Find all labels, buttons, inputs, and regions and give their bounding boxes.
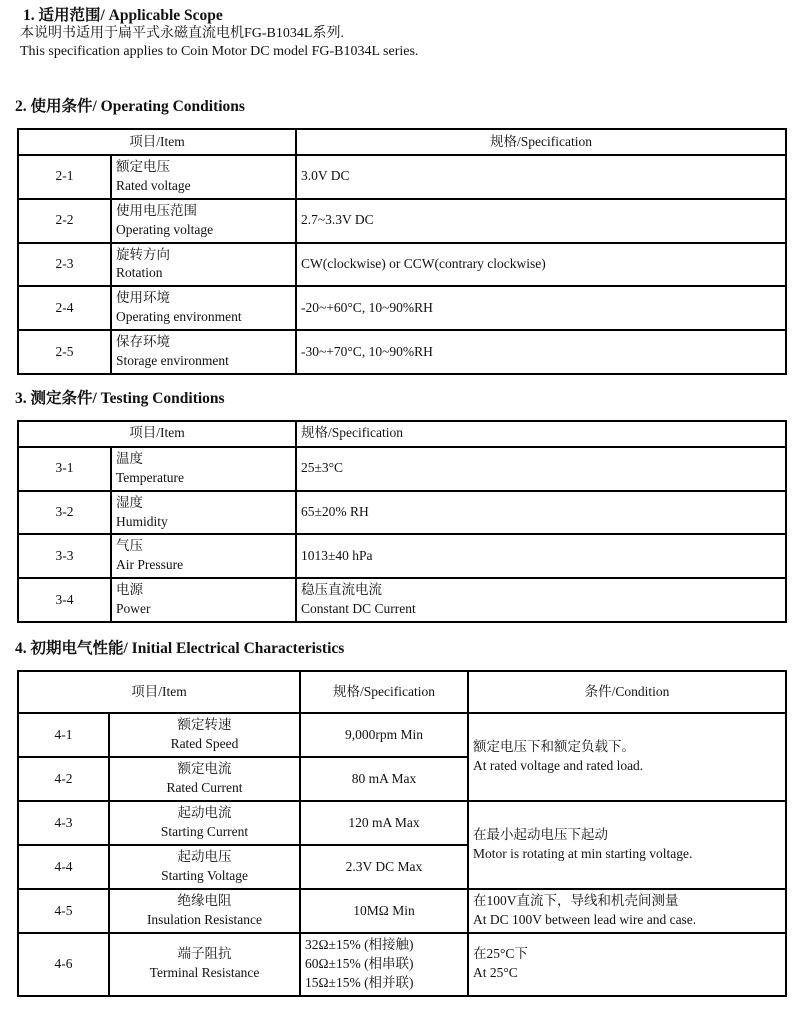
item-number: 3-1 bbox=[18, 447, 111, 491]
section1-text-cn: 本说明书适用于扁平式永磁直流电机FG-B1034L系列. bbox=[20, 26, 344, 41]
item-name-en: Terminal Resistance bbox=[149, 965, 260, 981]
item-name-en: Starting Voltage bbox=[161, 868, 248, 884]
condition-cn: 在最小起动电压下起动 bbox=[473, 827, 608, 843]
item-condition bbox=[468, 933, 786, 996]
item-spec: 10MΩ Min bbox=[300, 889, 468, 933]
item-name-en: Temperature bbox=[116, 469, 185, 485]
condition-en: At 25°C bbox=[473, 965, 518, 981]
item-name-en: Air Pressure bbox=[116, 557, 184, 573]
item-name bbox=[111, 534, 296, 578]
item-spec: -30~+70°C, 10~90%RH bbox=[296, 330, 786, 374]
item-spec: 25±3°C bbox=[296, 447, 786, 491]
table-row bbox=[18, 330, 786, 374]
table-row bbox=[18, 713, 786, 757]
item-name-cn: 起动电流 bbox=[177, 805, 232, 821]
condition-en: At DC 100V between lead wire and case. bbox=[473, 912, 697, 928]
table-row bbox=[18, 534, 786, 578]
item-name bbox=[111, 155, 296, 199]
item-name-cn: 使用电压范围 bbox=[116, 202, 197, 218]
item-name-cn: 旋转方向 bbox=[116, 246, 170, 262]
item-name bbox=[109, 889, 300, 933]
item-name bbox=[109, 713, 300, 757]
item-name-cn: 额定转速 bbox=[177, 717, 232, 733]
table-header-row bbox=[18, 129, 786, 155]
item-name bbox=[111, 286, 296, 330]
section3-heading: 3. 测定条件/ Testing Conditions bbox=[15, 389, 225, 407]
table-header-row bbox=[18, 421, 786, 447]
item-name-cn: 湿度 bbox=[116, 494, 143, 510]
item-name-en: Insulation Resistance bbox=[146, 912, 263, 928]
item-number: 2-3 bbox=[18, 243, 111, 287]
item-name-en: Storage environment bbox=[116, 353, 229, 369]
item-number: 4-3 bbox=[18, 801, 109, 845]
condition-cn: 额定电压下和额定负载下。 bbox=[473, 739, 635, 755]
item-condition bbox=[468, 889, 786, 933]
item-spec: CW(clockwise) or CCW(contrary clockwise) bbox=[296, 243, 786, 287]
condition-cn: 在100V直流下，导线和机壳间测量 bbox=[473, 893, 679, 909]
table-row bbox=[18, 801, 786, 845]
spec-line: 60Ω±15% (相串联) bbox=[305, 955, 414, 971]
table-row bbox=[18, 491, 786, 535]
item-spec: 9,000rpm Min bbox=[300, 713, 468, 757]
table-row bbox=[18, 447, 786, 491]
condition-en: At rated voltage and rated load. bbox=[473, 758, 644, 774]
item-name-en: Power bbox=[116, 601, 151, 617]
table-row bbox=[18, 933, 786, 996]
column-header-spec: 规格/Specification bbox=[296, 421, 786, 447]
column-header-spec: 规格/Specification bbox=[296, 129, 786, 155]
item-name bbox=[109, 757, 300, 801]
item-name-cn: 电源 bbox=[116, 582, 143, 598]
item-name-en: Rotation bbox=[116, 265, 163, 281]
item-name-en: Operating environment bbox=[116, 309, 242, 325]
item-number: 3-4 bbox=[18, 578, 111, 622]
item-number: 2-5 bbox=[18, 330, 111, 374]
item-name-cn: 气压 bbox=[116, 538, 143, 554]
condition-en: Motor is rotating at min starting voltage. bbox=[473, 846, 693, 862]
item-name bbox=[111, 330, 296, 374]
item-name-en: Rated Current bbox=[166, 780, 243, 796]
item-number: 2-4 bbox=[18, 286, 111, 330]
item-name-cn: 起动电压 bbox=[177, 849, 232, 865]
item-name-en: Rated voltage bbox=[116, 177, 191, 193]
item-name-cn: 保存环境 bbox=[116, 334, 170, 350]
item-name bbox=[111, 243, 296, 287]
item-name-en: Operating voltage bbox=[116, 221, 214, 237]
column-header-item: 项目/Item bbox=[18, 129, 296, 155]
spec-line: 32Ω±15% (相接触) bbox=[305, 937, 414, 953]
item-name-cn: 额定电压 bbox=[116, 159, 170, 174]
spec-line: 15Ω±15% (相并联) bbox=[305, 974, 414, 990]
item-number: 3-2 bbox=[18, 491, 111, 535]
section1-text-en: This specification applies to Coin Motor DC model FG-B1034L series. bbox=[20, 44, 419, 59]
item-spec bbox=[300, 933, 468, 996]
item-number: 4-6 bbox=[18, 933, 109, 996]
item-name-en: Rated Speed bbox=[170, 736, 239, 752]
table-row bbox=[18, 243, 786, 287]
item-name-cn: 端子阻抗 bbox=[177, 946, 232, 962]
item-spec: 3.0V DC bbox=[296, 155, 786, 199]
column-header-item: 项目/Item bbox=[18, 421, 296, 447]
item-spec-cn: 稳压直流电流 bbox=[301, 582, 382, 598]
section2-heading: 2. 使用条件/ Operating Conditions bbox=[15, 98, 245, 115]
item-spec bbox=[296, 578, 786, 622]
item-spec: 80 mA Max bbox=[300, 757, 468, 801]
item-number: 2-1 bbox=[18, 155, 111, 199]
item-condition bbox=[468, 713, 786, 801]
item-spec: 1013±40 hPa bbox=[296, 534, 786, 578]
column-header-spec: 规格/Specification bbox=[300, 671, 468, 713]
initial-electrical-characteristics-table bbox=[17, 670, 787, 997]
table-row bbox=[18, 155, 786, 199]
table-header-row bbox=[18, 671, 786, 713]
item-number: 4-5 bbox=[18, 889, 109, 933]
item-name-en: Humidity bbox=[116, 513, 168, 529]
item-condition bbox=[468, 801, 786, 889]
item-spec-en: Constant DC Current bbox=[301, 601, 416, 617]
table-row bbox=[18, 286, 786, 330]
item-spec: -20~+60°C, 10~90%RH bbox=[296, 286, 786, 330]
item-name bbox=[109, 933, 300, 996]
column-header-condition: 条件/Condition bbox=[468, 671, 786, 713]
item-number: 2-2 bbox=[18, 199, 111, 243]
item-spec: 2.7~3.3V DC bbox=[296, 199, 786, 243]
testing-conditions-table bbox=[17, 420, 787, 623]
item-name bbox=[111, 447, 296, 491]
item-name-en: Starting Current bbox=[160, 824, 249, 840]
table-row bbox=[18, 889, 786, 933]
item-name-cn: 绝缘电阻 bbox=[177, 893, 232, 909]
item-name-cn: 额定电流 bbox=[177, 761, 232, 777]
item-number: 4-2 bbox=[18, 757, 109, 801]
item-number: 4-4 bbox=[18, 845, 109, 889]
section4-heading: 4. 初期电气性能/ Initial Electrical Characteristics bbox=[15, 640, 345, 658]
operating-conditions-table bbox=[17, 128, 787, 375]
item-number: 4-1 bbox=[18, 713, 109, 757]
item-number: 3-3 bbox=[18, 534, 111, 578]
item-name bbox=[111, 491, 296, 535]
section1-heading: 1. 适用范围/ Applicable Scope bbox=[23, 7, 223, 24]
item-name-cn: 使用环境 bbox=[116, 290, 170, 306]
item-name bbox=[109, 845, 300, 889]
table-row bbox=[18, 578, 786, 622]
item-name bbox=[109, 801, 300, 845]
item-spec: 2.3V DC Max bbox=[300, 845, 468, 889]
item-name-cn: 温度 bbox=[116, 450, 143, 466]
item-name bbox=[111, 199, 296, 243]
item-spec: 120 mA Max bbox=[300, 801, 468, 845]
condition-cn: 在25°C下 bbox=[473, 946, 528, 962]
item-spec: 65±20% RH bbox=[296, 491, 786, 535]
table-row bbox=[18, 199, 786, 243]
item-name bbox=[111, 578, 296, 622]
column-header-item: 项目/Item bbox=[18, 671, 300, 713]
